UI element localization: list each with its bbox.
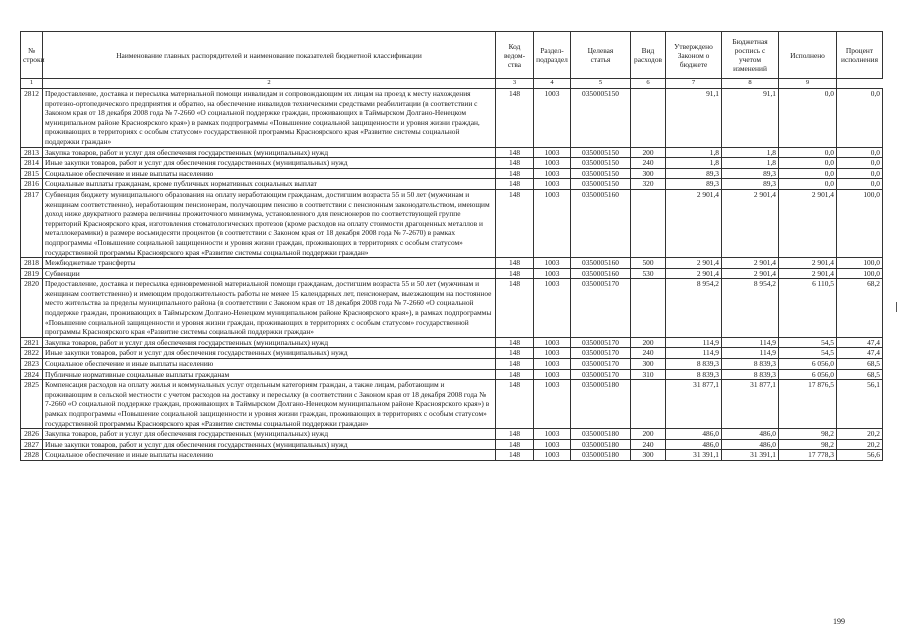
budget-schedule-cell: 8 839,3 [722,359,779,370]
section-code-cell: 1003 [534,348,571,359]
section-code-cell: 1003 [534,158,571,169]
table-row [21,147,883,158]
table-row [21,258,883,269]
row-name-cell: Социальные выплаты гражданам, кроме публичных нормативных социальных выплат [43,179,496,190]
budget-schedule-cell: 31 391,1 [722,450,779,461]
row-name-cell: Межбюджетные трансферты [43,258,496,269]
table-row [21,450,883,461]
row-number-cell: 2826 [21,429,43,440]
budget-schedule-cell: 486,0 [722,439,779,450]
execution-percent-cell: 68,2 [837,279,883,338]
target-article-cell: 0350005160 [571,268,631,279]
execution-percent-cell: 0,0 [837,168,883,179]
table-row [21,359,883,370]
table-row [21,189,883,257]
ministry-code-cell: 148 [496,380,534,429]
budget-schedule-cell: 1,8 [722,158,779,169]
row-name-cell: Субвенция бюджету муниципального образования на оплату неработающим гражданам, достигшим возраста 55 и 50 лет (мужчинам и женщинам соответственно), неработающим пенсионерам, получающим пенсию в соответствии с пенсионным законодательством, имеющим доход ниже двукратного размера величины прожиточного минимума, установленного для пенсионеров по соответствующей группе территорий Красноярского края, изготовления стоматологических протезов (кроме расходов на оплату стоимости драгоценных металлов и металлокерамики) в размере восьмидесяти процентов (в соответствии с Законом края от 18 декабря 2008 года № 7-2670) в рамках подпрограммы «Повышение социальной защищенности и уровня жизни граждан, проживающих в территориях с особым статусом» государственной программы Красноярского края «Развитие системы социальной поддержки граждан» [43,189,496,257]
header-schedule: Бюджетная роспись с учетом изменений [722,32,779,79]
expense-type-cell: 200 [631,337,666,348]
expense-type-cell [631,279,666,338]
budget-schedule-cell: 2 901,4 [722,258,779,269]
target-article-cell: 0350005180 [571,429,631,440]
header-percent: Процент исполнения [837,32,883,79]
column-number: 7 [666,79,722,89]
table-row [21,89,883,148]
expense-type-cell: 310 [631,369,666,380]
executed-amount-cell: 17 876,5 [779,380,837,429]
target-article-cell: 0350005170 [571,348,631,359]
expense-type-cell: 200 [631,147,666,158]
row-number-cell: 2814 [21,158,43,169]
expense-type-cell: 240 [631,439,666,450]
executed-amount-cell: 6 056,0 [779,369,837,380]
target-article-cell: 0350005150 [571,168,631,179]
page-number: 199 [833,617,845,626]
table-row [21,380,883,429]
budget-schedule-cell: 89,3 [722,168,779,179]
column-number-row [21,79,883,89]
row-name-cell: Предоставление, доставка и пересылка материальной помощи инвалидам и сопровождающим их лицам на проезд к месту нахождения протезно-ортопедического предприятия и обратно, на обеспечение инвалидов техническими средствами реабилитации (в соответствии с Законом края от 18 декабря 2008 года № 7-2660 «О социальной поддержке граждан, проживающих в Таймырском Долгано-Ненецком муниципальном районе Красноярского края») в рамках подпрограммы «Повышение социальной защищенности и уровня жизни граждан, проживающих в территориях с особым статусом» государственной программы Красноярского края «Развитие системы социальной поддержки граждан» [43,89,496,148]
header-exp-type: Вид расходов [631,32,666,79]
table-row [21,158,883,169]
approved-amount-cell: 2 901,4 [666,258,722,269]
expense-type-cell: 240 [631,348,666,359]
column-number: 5 [571,79,631,89]
target-article-cell: 0350005160 [571,258,631,269]
ministry-code-cell: 148 [496,450,534,461]
header-code: Код ведом- ства [496,32,534,79]
target-article-cell: 0350005180 [571,380,631,429]
execution-percent-cell: 0,0 [837,89,883,148]
table-row [21,369,883,380]
table-row [21,268,883,279]
execution-percent-cell: 68,5 [837,369,883,380]
section-code-cell: 1003 [534,268,571,279]
row-number-cell: 2815 [21,168,43,179]
section-code-cell: 1003 [534,337,571,348]
section-code-cell: 1003 [534,179,571,190]
column-number: 6 [631,79,666,89]
row-name-cell: Закупка товаров, работ и услуг для обеспечения государственных (муниципальных) нужд [43,337,496,348]
execution-percent-cell: 47,4 [837,337,883,348]
row-number-cell: 2823 [21,359,43,370]
budget-schedule-cell: 8 954,2 [722,279,779,338]
row-number-cell: 2822 [21,348,43,359]
executed-amount-cell: 0,0 [779,158,837,169]
section-code-cell: 1003 [534,429,571,440]
execution-percent-cell: 47,4 [837,348,883,359]
budget-execution-table [20,31,883,461]
target-article-cell: 0350005150 [571,147,631,158]
section-code-cell: 1003 [534,147,571,158]
executed-amount-cell: 98,2 [779,429,837,440]
executed-amount-cell: 2 901,4 [779,189,837,257]
table-row [21,168,883,179]
row-name-cell: Социальное обеспечение и иные выплаты населению [43,450,496,461]
execution-percent-cell: 56,6 [837,450,883,461]
executed-amount-cell: 54,5 [779,348,837,359]
column-number: 8 [722,79,779,89]
margin-mark [896,302,897,312]
target-article-cell: 0350005170 [571,369,631,380]
row-number-cell: 2818 [21,258,43,269]
executed-amount-cell: 0,0 [779,179,837,190]
approved-amount-cell: 486,0 [666,439,722,450]
row-number-cell: 2828 [21,450,43,461]
ministry-code-cell: 148 [496,89,534,148]
budget-schedule-cell: 8 839,3 [722,369,779,380]
row-number-cell: 2817 [21,189,43,257]
executed-amount-cell: 0,0 [779,89,837,148]
executed-amount-cell: 0,0 [779,168,837,179]
table-row [21,179,883,190]
approved-amount-cell: 89,3 [666,179,722,190]
column-number: 1 [21,79,43,89]
approved-amount-cell: 91,1 [666,89,722,148]
target-article-cell: 0350005160 [571,189,631,257]
section-code-cell: 1003 [534,89,571,148]
budget-schedule-cell: 114,9 [722,337,779,348]
target-article-cell: 0350005150 [571,179,631,190]
execution-percent-cell: 100,0 [837,189,883,257]
ministry-code-cell: 148 [496,258,534,269]
ministry-code-cell: 148 [496,158,534,169]
row-name-cell: Социальное обеспечение и иные выплаты населению [43,168,496,179]
executed-amount-cell: 6 110,5 [779,279,837,338]
header-row [21,32,883,79]
header-approved: Утверждено Законом о бюджете [666,32,722,79]
execution-percent-cell: 68,5 [837,359,883,370]
row-name-cell: Предоставление, доставка и пересылка единовременной материальной помощи гражданам, достигшим возраста 55 и 50 лет (мужчинам и женщинам соответственно) и имеющим продолжительность работы не менее 15 календарных лет, пенсионерам, выезжающим на постоянное место жительства за пределы муниципального района (в соответствии с Законом края от 18 декабря 2008 года № 7-2660 «О социальной поддержке граждан, проживающих в Таймырском Долгано-Ненецком муниципальном районе Красноярского края»), в рамках подпрограммы «Повышение социальной защищенности и уровня жизни граждан, проживающих в территориях с особым статусом» государственной программы Красноярского края «Развитие системы социальной поддержки граждан» [43,279,496,338]
expense-type-cell [631,189,666,257]
expense-type-cell: 200 [631,429,666,440]
expense-type-cell [631,380,666,429]
expense-type-cell [631,89,666,148]
ministry-code-cell: 148 [496,279,534,338]
row-number-cell: 2820 [21,279,43,338]
target-article-cell: 0350005150 [571,89,631,148]
budget-schedule-cell: 89,3 [722,179,779,190]
row-name-cell: Публичные нормативные социальные выплаты гражданам [43,369,496,380]
expense-type-cell: 300 [631,450,666,461]
budget-schedule-cell: 114,9 [722,348,779,359]
table-row [21,337,883,348]
expense-type-cell: 530 [631,268,666,279]
approved-amount-cell: 8 839,3 [666,359,722,370]
executed-amount-cell: 2 901,4 [779,268,837,279]
execution-percent-cell: 56,1 [837,380,883,429]
section-code-cell: 1003 [534,189,571,257]
approved-amount-cell: 31 391,1 [666,450,722,461]
execution-percent-cell: 100,0 [837,258,883,269]
section-code-cell: 1003 [534,450,571,461]
expense-type-cell: 320 [631,179,666,190]
table-row [21,279,883,338]
ministry-code-cell: 148 [496,337,534,348]
budget-schedule-cell: 2 901,4 [722,189,779,257]
executed-amount-cell: 2 901,4 [779,258,837,269]
row-name-cell: Закупка товаров, работ и услуг для обеспечения государственных (муниципальных) нужд [43,147,496,158]
table-row [21,439,883,450]
expense-type-cell: 500 [631,258,666,269]
ministry-code-cell: 148 [496,369,534,380]
header-section: Раздел- подраздел [534,32,571,79]
approved-amount-cell: 89,3 [666,168,722,179]
approved-amount-cell: 1,8 [666,158,722,169]
section-code-cell: 1003 [534,258,571,269]
approved-amount-cell: 8 839,3 [666,369,722,380]
executed-amount-cell: 6 056,0 [779,359,837,370]
budget-schedule-cell: 486,0 [722,429,779,440]
ministry-code-cell: 148 [496,268,534,279]
execution-percent-cell: 0,0 [837,158,883,169]
budget-schedule-cell: 1,8 [722,147,779,158]
row-name-cell: Компенсация расходов на оплату жилья и коммунальных услуг отдельным категориям граждан, а также лицам, работающим и проживающим в сельской местности с учетом расходов на доставку и пересылку (в соответствии с Законом края от 18 декабря 2008 года № 7-2660 «О социальной поддержке граждан, проживающих в Таймырском Долгано-Ненецком муниципальном районе Красноярского края») в рамках подпрограммы «Повышение социальной защищенности и уровня жизни граждан, проживающих в территориях с особым статусом» государственной программы Красноярского края «Развитие системы социальной поддержки граждан» [43,380,496,429]
ministry-code-cell: 148 [496,189,534,257]
approved-amount-cell: 31 877,1 [666,380,722,429]
budget-schedule-cell: 2 901,4 [722,268,779,279]
approved-amount-cell: 114,9 [666,348,722,359]
row-name-cell: Закупка товаров, работ и услуг для обеспечения государственных (муниципальных) нужд [43,429,496,440]
row-number-cell: 2812 [21,89,43,148]
section-code-cell: 1003 [534,359,571,370]
target-article-cell: 0350005170 [571,279,631,338]
row-number-cell: 2821 [21,337,43,348]
execution-percent-cell: 0,0 [837,147,883,158]
target-article-cell: 0350005180 [571,439,631,450]
approved-amount-cell: 486,0 [666,429,722,440]
header-name: Наименование главных распорядителей и наименование показателей бюджетной классификации [43,32,496,79]
table-body [21,89,883,461]
ministry-code-cell: 148 [496,168,534,179]
executed-amount-cell: 17 778,3 [779,450,837,461]
row-name-cell: Иные закупки товаров, работ и услуг для обеспечения государственных (муниципальных) нужд [43,439,496,450]
expense-type-cell: 300 [631,168,666,179]
ministry-code-cell: 148 [496,147,534,158]
expense-type-cell: 300 [631,359,666,370]
execution-percent-cell: 20,2 [837,439,883,450]
section-code-cell: 1003 [534,168,571,179]
row-number-cell: 2813 [21,147,43,158]
header-executed: Исполнено [779,32,837,79]
expense-type-cell: 240 [631,158,666,169]
section-code-cell: 1003 [534,369,571,380]
approved-amount-cell: 114,9 [666,337,722,348]
column-number: 3 [496,79,534,89]
approved-amount-cell: 8 954,2 [666,279,722,338]
ministry-code-cell: 148 [496,429,534,440]
column-number: 2 [43,79,496,89]
column-number: 9 [779,79,837,89]
row-number-cell: 2825 [21,380,43,429]
row-name-cell: Иные закупки товаров, работ и услуг для обеспечения государственных (муниципальных) нужд [43,348,496,359]
row-name-cell: Иные закупки товаров, работ и услуг для обеспечения государственных (муниципальных) нужд [43,158,496,169]
header-target: Целевая статья [571,32,631,79]
execution-percent-cell: 0,0 [837,179,883,190]
section-code-cell: 1003 [534,439,571,450]
ministry-code-cell: 148 [496,179,534,190]
approved-amount-cell: 2 901,4 [666,268,722,279]
ministry-code-cell: 148 [496,348,534,359]
column-number: 4 [534,79,571,89]
execution-percent-cell: 100,0 [837,268,883,279]
section-code-cell: 1003 [534,380,571,429]
row-name-cell: Субвенции [43,268,496,279]
row-number-cell: 2819 [21,268,43,279]
target-article-cell: 0350005170 [571,359,631,370]
budget-schedule-cell: 91,1 [722,89,779,148]
execution-percent-cell: 20,2 [837,429,883,440]
header-row-no: № строки [21,32,43,79]
row-name-cell: Социальное обеспечение и иные выплаты населению [43,359,496,370]
approved-amount-cell: 1,8 [666,147,722,158]
ministry-code-cell: 148 [496,359,534,370]
approved-amount-cell: 2 901,4 [666,189,722,257]
row-number-cell: 2824 [21,369,43,380]
target-article-cell: 0350005170 [571,337,631,348]
ministry-code-cell: 148 [496,439,534,450]
target-article-cell: 0350005180 [571,450,631,461]
table-row [21,429,883,440]
executed-amount-cell: 54,5 [779,337,837,348]
executed-amount-cell: 98,2 [779,439,837,450]
section-code-cell: 1003 [534,279,571,338]
table-row [21,348,883,359]
budget-schedule-cell: 31 877,1 [722,380,779,429]
target-article-cell: 0350005150 [571,158,631,169]
row-number-cell: 2827 [21,439,43,450]
executed-amount-cell: 0,0 [779,147,837,158]
row-number-cell: 2816 [21,179,43,190]
